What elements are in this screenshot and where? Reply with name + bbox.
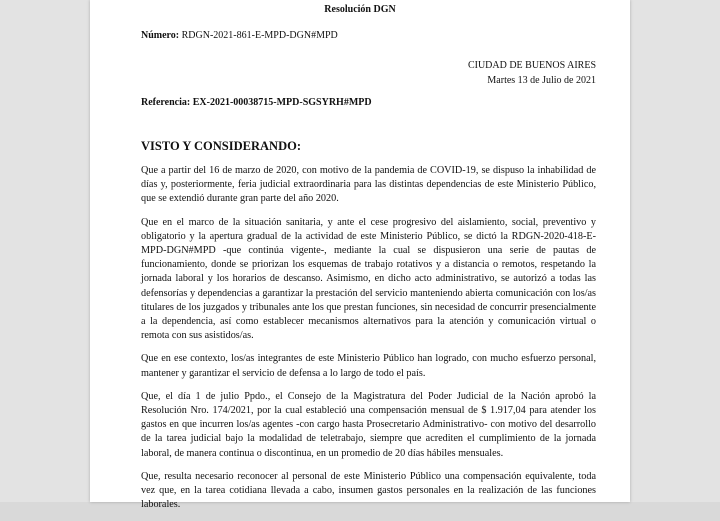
- section-heading: VISTO Y CONSIDERANDO:: [141, 139, 301, 153]
- right-margin-background: [630, 0, 720, 502]
- paragraph: Que, el día 1 de julio Ppdo., el Consejo de la Magistratura del Poder Judicial de la Nación aprobó la Resolución Nro. 174/2021, por la cual estableció una compensación mensual de $ 1.917,04 para atender los gastos en que incurren los/as agentes -con cargo hasta Prosecretario Administrativo- con motivo del desarrollo de la tarea judicial bajo la modalidad de teletrabajo, siempre que acrediten el cumplimiento de la jornada laboral, de manera continua o discontinua, en un promedio de 20 días hábiles mensuales.: [141, 390, 596, 459]
- numero-line: [141, 30, 338, 41]
- date: Martes 13 de Julio de 2021: [487, 75, 596, 86]
- document-page: [90, 0, 630, 511]
- referencia-label: Referencia:: [141, 97, 191, 108]
- document-body: [141, 164, 596, 521]
- left-margin-background: [0, 0, 90, 502]
- numero-label: Número:: [141, 30, 180, 41]
- paragraph: Que, resulta necesario reconocer al personal de este Ministerio Público una compensación equivalente, toda vez que, en la tarea cotidiana llevada a cabo, insumen gastos personales en la realización de las funciones laborales.: [141, 470, 596, 511]
- paragraph: Que en ese contexto, los/as integrantes de este Ministerio Público han logrado, con mucho esfuerzo personal, mantener y garantizar el servicio de defensa a lo largo de todo el país.: [141, 353, 596, 379]
- document-title: Resolución DGN: [324, 4, 396, 15]
- paragraph: Que en el marco de la situación sanitaria, y ante el cese progresivo del aislamiento, social, preventivo y obligatorio y la apertura gradual de la actividad de este Ministerio Público, se dictó la RDGN-2020-418-E-MPD-DGN#MPD -que continúa vigente-, mediante la cual se dispusieron una serie de pautas de funcionamiento, donde se priorizan los esquemas de trabajo rotativos y a distancia o remotos, respetando la jornada laboral y los horarios de descanso. Asimismo, en dicho acto administrativo, se autorizó a todas las defensorías y dependencias a garantizar la prestación del servicio manteniendo abierta comunicación con los/as titulares de los juzgados y tribunales ante los que prestan funciones, sin necesidad de concurrir presencialmente a la dependencia, así como establecer mecanismos alternativos para la atención y comunicación virtual o remota con sus asistidos/as.: [141, 216, 596, 342]
- city: CIUDAD DE BUENOS AIRES: [467, 60, 596, 71]
- place-date-block: [468, 58, 596, 88]
- paragraph: Que a partir del 16 de marzo de 2020, con motivo de la pandemia de COVID-19, se dispuso la inhabilidad de días y, posteriormente, feria judicial extraordinaria para las distintas dependencias de este Ministerio Público, que se extendió durante gran parte del año 2020.: [141, 165, 596, 205]
- referencia-value: EX-2021-00038715-MPD-SGSYRH#MPD: [192, 97, 372, 108]
- numero-value: RDGN-2021-861-E-MPD-DGN#MPD: [181, 30, 338, 41]
- referencia-line: [141, 97, 372, 108]
